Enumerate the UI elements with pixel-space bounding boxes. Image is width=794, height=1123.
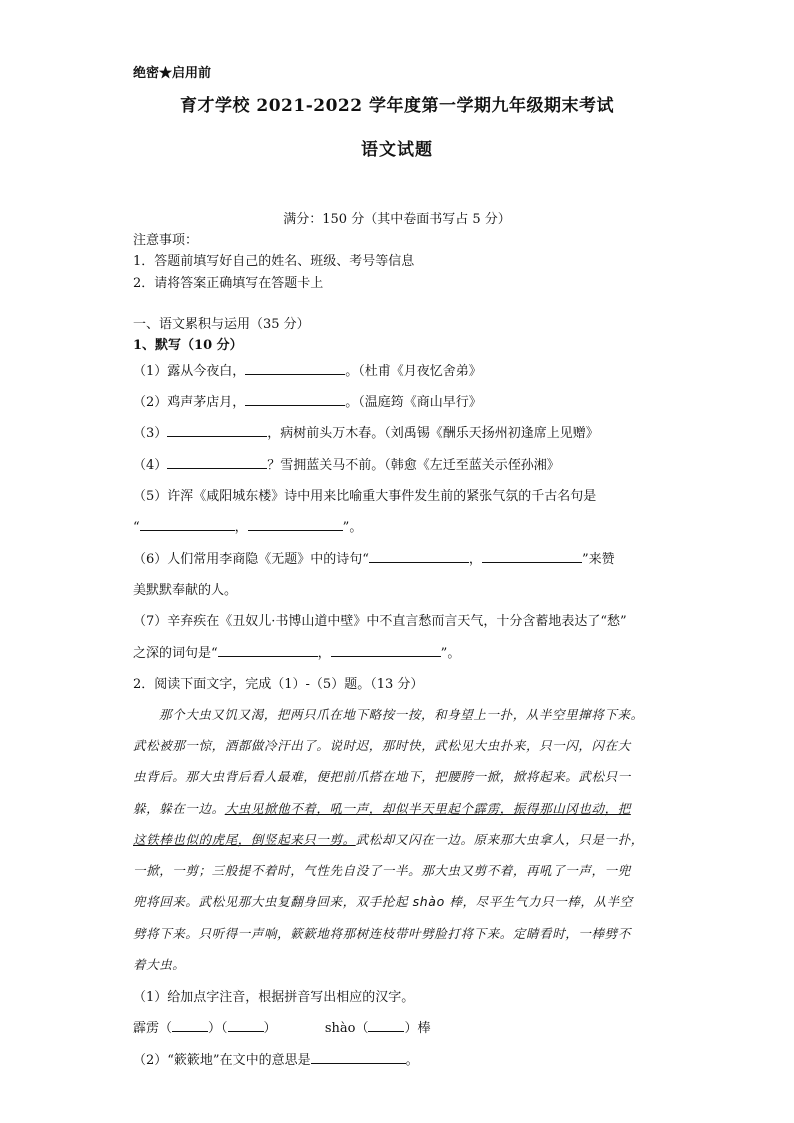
bracket: ）（	[208, 1021, 228, 1036]
answer-blank[interactable]	[311, 1051, 406, 1064]
question-1-6-cont: 美默默奉献的人。	[133, 583, 238, 598]
comma: ，	[234, 520, 248, 535]
q1-2-text-a: （2）鸡声茅店月，	[133, 395, 246, 410]
answer-blank[interactable]	[172, 1019, 208, 1032]
answer-blank[interactable]	[369, 550, 469, 563]
q2-2-text: （2）“簌簌地”在文中的意思是	[133, 1053, 311, 1068]
passage-line-2: 武松被那一惊，酒都做冷汗出了。说时迟，那时快，武松见大虫扑来，只一闪，闪在大	[133, 738, 631, 753]
q1-1-text-a: （1）露从今夜白，	[133, 364, 246, 379]
question-1-5-prompt: （5）许浑《咸阳城东楼》诗中用来比喻重大事件发生前的紧张气氛的千古名句是	[133, 489, 597, 504]
question-1-1	[133, 360, 482, 379]
bracket: ）	[263, 1021, 277, 1036]
bracket: ）棒	[404, 1021, 431, 1036]
shao-label: shào（	[324, 1021, 369, 1036]
q1-7-text-a: 之深的词句是“	[133, 646, 218, 661]
note-2: 2．请将答案正确填写在答题卡上	[133, 276, 324, 291]
question-1-7-prompt: （7）辛弃疾在《丑奴儿·书博山道中壁》中不直言愁而言天气，十分含蓄地表达了“愁”	[133, 614, 627, 629]
q1-6-text-a: （6）人们常用李商隐《无题》中的诗句“	[133, 552, 369, 567]
q1-1-text-b: 。（杜甫《月夜忆舍弟》	[345, 364, 482, 379]
period: 。	[405, 1053, 419, 1068]
exam-title: 育才学校 2021-2022 学年度第一学期九年级期末考试	[179, 96, 615, 116]
underlined-passage: 这铁棒也似的虎尾，倒竖起来只一剪。	[133, 832, 356, 847]
question-1-5-answer	[133, 516, 362, 535]
passage-text: 躲，躲在一边。	[133, 801, 225, 816]
score-info: 满分：150 分（其中卷面书写占 5 分）	[283, 212, 511, 227]
answer-blank[interactable]	[331, 644, 441, 657]
passage-line-4	[133, 799, 663, 817]
note-1: 1．答题前填写好自己的姓名、班级、考号等信息	[133, 254, 415, 269]
passage-text: 武松却又闪在一边。原来那大虫拿人，只是一扑，	[355, 832, 644, 847]
question-2-1: （1）给加点字注音，根据拼音写出相应的汉字。	[133, 990, 415, 1005]
q1-2-text-b: 。（温庭筠《商山早行》	[345, 395, 482, 410]
answer-blank[interactable]	[248, 518, 343, 531]
passage-line-1: 那个大虫又饥又渴，把两只爪在地下略按一按，和身望上一扑，从半空里撺将下来。	[159, 707, 644, 722]
question-1-title: 1、默写（10 分）	[133, 338, 243, 353]
close-quote: ”。	[342, 520, 363, 535]
passage-line-9: 着大虫。	[133, 957, 186, 972]
comma: ，	[317, 646, 331, 661]
confidential-label: 绝密★启用前	[133, 66, 212, 81]
comma: ，	[468, 552, 482, 567]
passage-line-7: 兜将回来。武松见那大虫复翻身回来，双手抡起 shào 棒，尽平生气力只一棒，从半空	[133, 894, 633, 909]
open-quote: “	[133, 520, 140, 535]
answer-blank[interactable]	[218, 644, 318, 657]
answer-blank[interactable]	[368, 1019, 404, 1032]
answer-blank[interactable]	[167, 424, 267, 437]
question-2-title: 2．阅读下面文字，完成（1）-（5）题。（13 分）	[133, 677, 424, 692]
answer-blank[interactable]	[245, 362, 345, 375]
q1-7-text-b: ”。	[440, 646, 461, 661]
question-2-1-blanks	[133, 1017, 430, 1036]
q1-3-text-b: ，病树前头万木春。（刘禹锡《酬乐天扬州初逢席上见赠》	[267, 426, 599, 441]
pilì-label: 霹雳（	[133, 1021, 173, 1036]
answer-blank[interactable]	[228, 1019, 264, 1032]
q1-6-text-b: ”来赞	[581, 552, 615, 567]
passage-line-6: 一掀，一剪；三般提不着时，气性先自没了一半。那大虫又剪不着，再吼了一声，一兜	[133, 863, 631, 878]
notes-title: 注意事项：	[133, 233, 199, 248]
passage-line-3: 虫背后。那大虫背后看人最难，便把前爪搭在地下，把腰胯一掀，掀将起来。武松只一	[133, 769, 631, 784]
answer-blank[interactable]	[167, 456, 267, 469]
underlined-passage: 大虫见掀他不着，吼一声，却似半天里起个霹雳，振得那山冈也动，把	[224, 801, 631, 816]
answer-blank[interactable]	[140, 518, 235, 531]
q1-4-text-a: （4）	[133, 458, 168, 473]
section-title: 一、语文累积与运用（35 分）	[133, 317, 310, 332]
answer-blank[interactable]	[245, 393, 345, 406]
exam-subtitle: 语文试题	[361, 140, 433, 160]
question-1-7-answer	[133, 642, 460, 661]
question-2-2	[133, 1049, 419, 1068]
question-1-4	[133, 454, 560, 473]
q1-3-text-a: （3）	[133, 426, 168, 441]
question-1-2	[133, 391, 482, 410]
passage-line-5	[133, 830, 663, 848]
answer-blank[interactable]	[482, 550, 582, 563]
passage-line-8: 劈将下来。只听得一声响，簌簌地将那树连枝带叶劈脸打将下来。定睛看时，一棒劈不	[133, 926, 631, 941]
question-1-6	[133, 548, 615, 567]
q1-4-text-b: ？雪拥蓝关马不前。（韩愈《左迁至蓝关示侄孙湘》	[267, 458, 560, 473]
question-1-3	[133, 422, 599, 441]
